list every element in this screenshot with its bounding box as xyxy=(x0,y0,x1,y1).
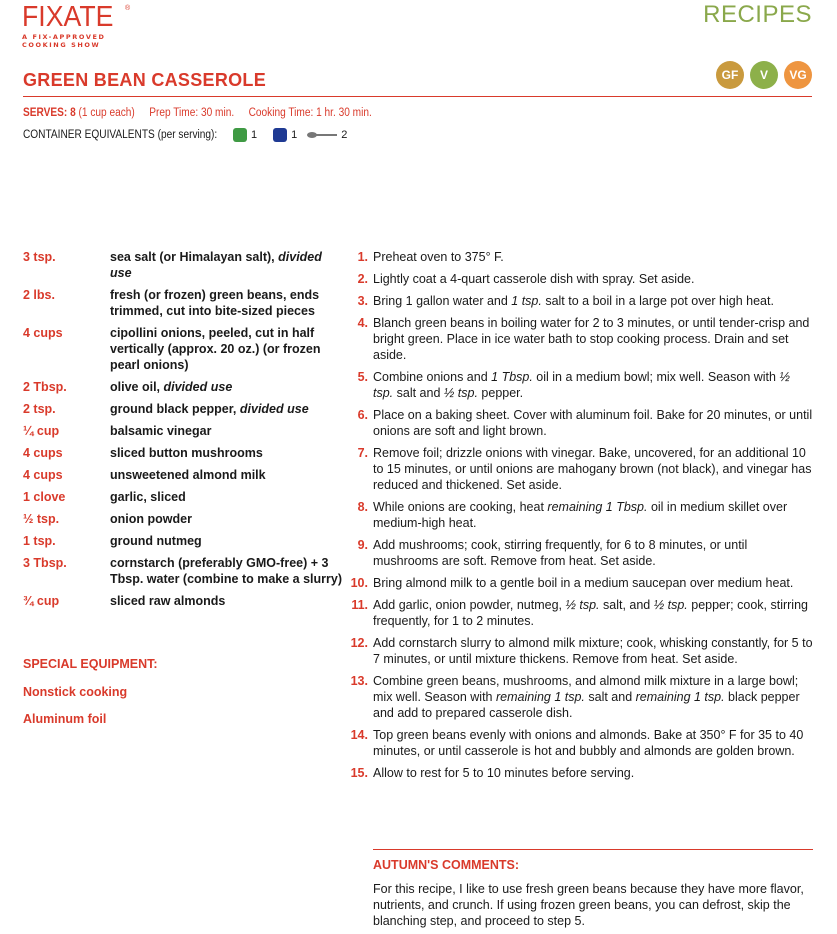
instruction-step xyxy=(345,369,813,401)
step-text: Allow to rest for 5 to 10 minutes before serving. xyxy=(373,766,635,780)
ingredient-row xyxy=(23,423,343,439)
serves-label: SERVES: xyxy=(23,107,68,119)
step-text: Combine green beans, mushrooms, and almond milk mixture in a large bowl; mix well. Season with remaining 1 tsp. salt and remaining 1 tsp. black pepper and add to prepared casserole dish. xyxy=(373,674,800,720)
ingredient-row xyxy=(23,555,343,587)
ingredient-name: ground black pepper, divided use xyxy=(110,402,309,416)
step-number: 4. xyxy=(357,316,368,330)
step-number: 6. xyxy=(357,408,368,422)
instruction-step xyxy=(345,293,813,309)
step-number: 10. xyxy=(350,576,368,590)
comments-body: For this recipe, I like to use fresh green beans because they have more flavor, nutrients, and crunch. If using frozen green beans, you can defrost, skip the blanching step, and proceed to step 5. xyxy=(373,882,804,928)
step-text: Add garlic, onion powder, nutmeg, ½ tsp. salt, and ½ tsp. pepper; cook, stirring frequently, for 1 to 2 minutes. xyxy=(373,598,808,628)
ingredient-quantity: 4 cups xyxy=(23,326,63,340)
step-text: Bring almond milk to a gentle boil in a medium saucepan over medium heat. xyxy=(373,576,794,590)
step-number: 14. xyxy=(350,728,368,742)
instruction-step xyxy=(345,575,813,591)
ingredient-row xyxy=(23,445,343,461)
ingredient-quantity: 1 clove xyxy=(23,490,66,504)
special-equipment-heading: SPECIAL EQUIPMENT: xyxy=(23,657,158,671)
step-number: 13. xyxy=(350,674,368,688)
ingredient-quantity: 2 tsp. xyxy=(23,402,56,416)
cook-time: Cooking Time: 1 hr. 30 min. xyxy=(248,107,372,119)
ingredient-row xyxy=(23,379,343,395)
ingredient-name: sliced button mushrooms xyxy=(110,446,263,460)
ingredient-note: divided use xyxy=(163,380,233,394)
logo-wordmark: FIXATE xyxy=(22,1,114,33)
equipment-item: Aluminum foil xyxy=(23,712,107,726)
logo-registered-mark: ® xyxy=(125,5,131,12)
ingredient-name: fresh (or frozen) green beans, ends trimmed, cut into bite-sized pieces xyxy=(110,288,320,318)
ingredient-note: divided use xyxy=(110,250,322,280)
step-text: Bring 1 gallon water and 1 tsp. salt to a boil in a large pot over high heat. xyxy=(373,294,774,308)
step-text: Add cornstarch slurry to almond milk mixture; cook, whisking constantly, for 5 to 7 minutes, or until mixture thickens. Remove from heat. Set aside. xyxy=(373,636,813,666)
ingredient-quantity: ½ tsp. xyxy=(23,512,60,526)
fixate-logo xyxy=(22,1,131,49)
ingredient-quantity: 3 tsp. xyxy=(23,250,56,264)
autumns-comments xyxy=(373,849,813,929)
ingredient-quantity: 1 tsp. xyxy=(23,534,56,548)
instruction-step xyxy=(345,727,813,759)
step-number: 11. xyxy=(351,598,368,612)
logo-tagline-2: COOKING SHOW xyxy=(22,41,101,49)
ingredient-row xyxy=(23,287,343,319)
ingredient-name: sliced raw almonds xyxy=(110,594,226,608)
instruction-step xyxy=(345,673,813,721)
blue-container-icon xyxy=(273,128,287,142)
title-divider xyxy=(23,96,812,97)
step-text: Lightly coat a 4-quart casserole dish with spray. Set aside. xyxy=(373,272,695,286)
step-number: 2. xyxy=(357,272,368,286)
step-number: 1. xyxy=(357,250,368,264)
step-text: While onions are cooking, heat remaining 1 Tbsp. oil in medium skillet over medium-high heat. xyxy=(373,500,788,530)
instruction-step xyxy=(345,597,813,629)
instruction-step xyxy=(345,407,813,439)
step-number: 7. xyxy=(357,446,368,460)
equipment-item: Nonstick cooking xyxy=(23,685,128,699)
ingredient-quantity: ¾ cup xyxy=(23,594,60,608)
ingredients-list xyxy=(23,249,343,615)
instruction-step xyxy=(345,765,813,781)
instruction-step xyxy=(345,271,813,287)
step-number: 9. xyxy=(357,538,368,552)
ingredient-quantity: 2 lbs. xyxy=(23,288,55,302)
recipe-title: GREEN BEAN CASSEROLE xyxy=(23,70,267,90)
comments-heading: AUTUMN'S COMMENTS: xyxy=(373,858,520,872)
ingredient-quantity: 3 Tbsp. xyxy=(23,556,67,570)
step-number: 3. xyxy=(357,294,368,308)
step-text: Preheat oven to 375° F. xyxy=(373,250,504,264)
step-number: 5. xyxy=(357,370,368,384)
step-number: 15. xyxy=(350,766,368,780)
ingredient-row xyxy=(23,489,343,505)
special-equipment xyxy=(23,657,323,739)
badge-vegan: VG xyxy=(784,61,812,89)
ingredient-row xyxy=(23,533,343,549)
ingredient-note: divided use xyxy=(239,402,309,416)
instruction-step xyxy=(345,445,813,493)
teaspoon-icon xyxy=(307,131,337,139)
ingredient-row xyxy=(23,401,343,417)
teaspoon-count: 2 xyxy=(341,129,348,141)
container-equivalents xyxy=(23,128,357,142)
step-text: Add mushrooms; cook, stirring frequently, for 6 to 8 minutes, or until mushrooms are soft. Remove from heat. Set aside. xyxy=(373,538,748,568)
ingredient-name: onion powder xyxy=(110,512,192,526)
instruction-step xyxy=(345,537,813,569)
ingredient-row xyxy=(23,249,343,281)
step-number: 8. xyxy=(357,500,368,514)
ingredient-name: sea salt (or Himalayan salt), divided use xyxy=(110,250,322,280)
step-text: Combine onions and 1 Tbsp. oil in a medium bowl; mix well. Season with ½ tsp. salt and ½ tsp. pepper. xyxy=(373,370,790,400)
serves-value: 8 xyxy=(70,107,76,119)
badge-gluten-free: GF xyxy=(716,61,744,89)
ingredient-quantity: 4 cups xyxy=(23,468,63,482)
green-container-count: 1 xyxy=(251,129,258,141)
step-text: Remove foil; drizzle onions with vinegar. Bake, uncovered, for an additional 10 to 15 minutes, or until onions are mahogany brown (not black), and vinegar has reduced and thickened. Set aside. xyxy=(373,446,812,492)
prep-time: Prep Time: 30 min. xyxy=(149,107,235,119)
ingredient-quantity: 4 cups xyxy=(23,446,63,460)
instruction-step xyxy=(345,499,813,531)
ingredient-row xyxy=(23,467,343,483)
ingredient-row xyxy=(23,593,343,609)
instruction-step xyxy=(345,315,813,363)
step-text: Blanch green beans in boiling water for 2 to 3 minutes, or until tender-crisp and bright green. Place in ice water bath to stop cooking process. Drain and set aside. xyxy=(373,316,810,362)
ingredient-name: ground nutmeg xyxy=(110,534,202,548)
diet-badges xyxy=(716,61,812,89)
logo-tagline-1: A FIX-APPROVED xyxy=(22,33,106,41)
ingredient-row xyxy=(23,511,343,527)
step-text: Place on a baking sheet. Cover with aluminum foil. Bake for 20 minutes, or until onions are soft and light brown. xyxy=(373,408,813,438)
section-title: RECIPES xyxy=(703,1,812,28)
ingredient-name: cipollini onions, peeled, cut in half vertically (approx. 20 oz.) (or frozen pearl onions) xyxy=(110,326,321,372)
serves-note: (1 cup each) xyxy=(78,107,135,119)
instruction-step xyxy=(345,635,813,667)
blue-container-count: 1 xyxy=(291,129,298,141)
ingredient-name: balsamic vinegar xyxy=(110,424,212,438)
container-label: CONTAINER EQUIVALENTS (per serving): xyxy=(23,129,218,141)
ingredient-quantity: ¼ cup xyxy=(23,424,60,438)
ingredient-row xyxy=(23,325,343,373)
ingredient-name: cornstarch (preferably GMO-free) + 3 Tbsp. water (combine to make a slurry) xyxy=(110,556,343,586)
ingredient-quantity: 2 Tbsp. xyxy=(23,380,67,394)
ingredient-name: olive oil, divided use xyxy=(110,380,233,394)
step-text: Top green beans evenly with onions and almonds. Bake at 350° F for 35 to 40 minutes, or until casserole is hot and bubbly and almonds are golden brown. xyxy=(373,728,804,758)
badge-vegetarian: V xyxy=(750,61,778,89)
instructions-list xyxy=(345,249,813,787)
ingredient-name: garlic, sliced xyxy=(110,490,186,504)
recipe-meta xyxy=(23,107,372,119)
green-container-icon xyxy=(233,128,247,142)
instruction-step xyxy=(345,249,813,265)
ingredient-name: unsweetened almond milk xyxy=(110,468,266,482)
step-number: 12. xyxy=(350,636,368,650)
